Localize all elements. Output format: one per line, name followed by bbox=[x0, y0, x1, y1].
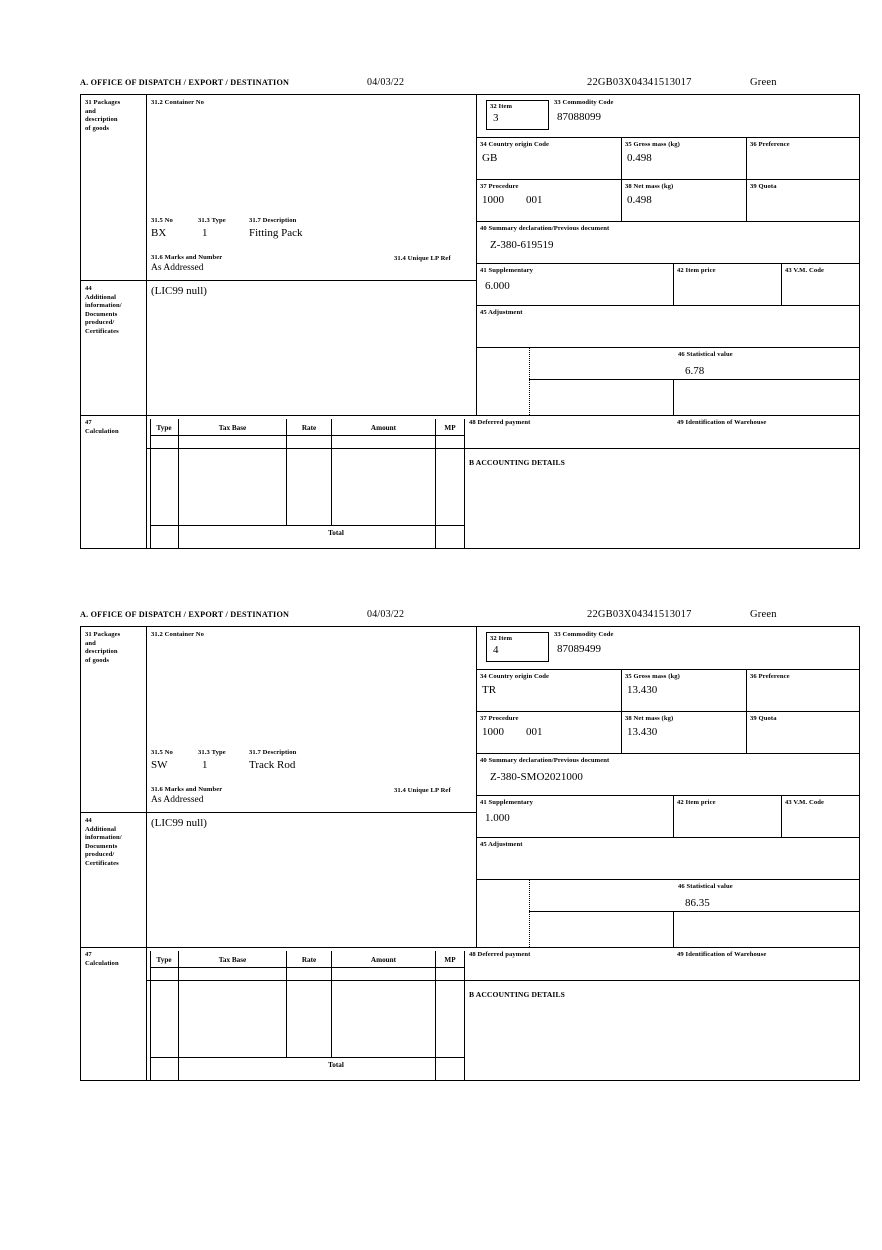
box31-5-no-label: 31.5 No bbox=[151, 749, 173, 756]
form-header bbox=[80, 610, 860, 626]
box47-col-mp: MP bbox=[444, 956, 456, 964]
box47-col-mp: MP bbox=[444, 424, 456, 432]
box37-label: 37 Procedure bbox=[480, 715, 519, 722]
box32-label: 32 Item bbox=[490, 103, 513, 110]
box31-3-type-value: 1 bbox=[202, 227, 208, 239]
box31-5-no-value: BX bbox=[151, 227, 167, 239]
box47-label: 47 Calculation bbox=[85, 419, 119, 435]
box34-value: GB bbox=[482, 152, 498, 164]
box44-value: (LIC99 null) bbox=[151, 285, 207, 297]
box43-label: 43 V.M. Code bbox=[785, 799, 825, 806]
box33-value: 87089499 bbox=[557, 643, 601, 655]
box31-3-type-label: 31.3 Type bbox=[198, 217, 226, 224]
box38-label: 38 Net mass (kg) bbox=[625, 183, 674, 190]
box31-7-description-value: Fitting Pack bbox=[249, 227, 303, 239]
lane-status: Green bbox=[750, 77, 777, 88]
box38-label: 38 Net mass (kg) bbox=[625, 715, 674, 722]
box46-value: 86.35 bbox=[685, 897, 710, 909]
box47-col-rate: Rate bbox=[301, 956, 317, 964]
box35-value: 0.498 bbox=[627, 152, 652, 164]
box31-label: 31 Packages and description of goods bbox=[85, 99, 121, 132]
box31-7-description-value: Track Rod bbox=[249, 759, 296, 771]
box31-label: 31 Packages and description of goods bbox=[85, 631, 121, 664]
box48-label: 48 Deferred payment bbox=[469, 419, 531, 426]
box31-4-unique-lp-label: 31.4 Unique LP Ref bbox=[394, 255, 451, 262]
box31-6-marks-label: 31.6 Marks and Number bbox=[151, 254, 223, 261]
box46-label: 46 Statistical value bbox=[678, 351, 733, 358]
box34-value: TR bbox=[482, 684, 497, 696]
box47-total-label: Total bbox=[328, 1061, 344, 1069]
box42-label: 42 Item price bbox=[677, 799, 716, 806]
box31-3-type-label: 31.3 Type bbox=[198, 749, 226, 756]
box47-col-tax-base: Tax Base bbox=[218, 956, 247, 964]
box31-4-unique-lp-label: 31.4 Unique LP Ref bbox=[394, 787, 451, 794]
box42-label: 42 Item price bbox=[677, 267, 716, 274]
box41-label: 41 Supplementary bbox=[480, 267, 534, 274]
declaration-date: 04/03/22 bbox=[367, 77, 405, 88]
box31-6-marks-value: As Addressed bbox=[151, 795, 204, 805]
box31-6-marks-label: 31.6 Marks and Number bbox=[151, 786, 223, 793]
box31-2-container-no-label: 31.2 Container No bbox=[151, 631, 205, 638]
mrn-number: 22GB03X04341513017 bbox=[587, 77, 692, 88]
box31-6-marks-value: As Addressed bbox=[151, 263, 204, 273]
box39-label: 39 Quota bbox=[750, 183, 777, 190]
declaration-box bbox=[80, 626, 860, 1081]
box44-value: (LIC99 null) bbox=[151, 817, 207, 829]
box46-label: 46 Statistical value bbox=[678, 883, 733, 890]
box47-col-amount: Amount bbox=[370, 956, 397, 964]
box45-label: 45 Adjustment bbox=[480, 309, 523, 316]
box38-value: 13.430 bbox=[627, 726, 658, 738]
boxB-label: B ACCOUNTING DETAILS bbox=[469, 990, 565, 999]
box32-value: 3 bbox=[493, 112, 499, 124]
box38-value: 0.498 bbox=[627, 194, 652, 206]
box49-label: 49 Identification of Warehouse bbox=[677, 951, 767, 958]
box39-label: 39 Quota bbox=[750, 715, 777, 722]
box41-value: 6.000 bbox=[485, 280, 510, 292]
box33-label: 33 Commodity Code bbox=[554, 631, 614, 638]
box34-label: 34 Country origin Code bbox=[480, 673, 550, 680]
box36-label: 36 Preference bbox=[750, 673, 790, 680]
box33-value: 87088099 bbox=[557, 111, 601, 123]
box40-value: Z-380-619519 bbox=[490, 239, 554, 251]
box31-3-type-value: 1 bbox=[202, 759, 208, 771]
box36-label: 36 Preference bbox=[750, 141, 790, 148]
box35-label: 35 Gross mass (kg) bbox=[625, 673, 680, 680]
box31-7-description-label: 31.7 Description bbox=[249, 749, 297, 756]
office-of-dispatch-label: A. OFFICE OF DISPATCH / EXPORT / DESTINATION bbox=[80, 610, 290, 619]
box47-col-type: Type bbox=[156, 956, 172, 964]
box47-total-label: Total bbox=[328, 529, 344, 537]
box47-col-tax-base: Tax Base bbox=[218, 424, 247, 432]
box33-label: 33 Commodity Code bbox=[554, 99, 614, 106]
declaration-box bbox=[80, 94, 860, 549]
box35-value: 13.430 bbox=[627, 684, 658, 696]
box37-label: 37 Procedure bbox=[480, 183, 519, 190]
office-of-dispatch-label: A. OFFICE OF DISPATCH / EXPORT / DESTINATION bbox=[80, 78, 290, 87]
boxB-label: B ACCOUNTING DETAILS bbox=[469, 458, 565, 467]
lane-status: Green bbox=[750, 609, 777, 620]
box41-value: 1.000 bbox=[485, 812, 510, 824]
box34-label: 34 Country origin Code bbox=[480, 141, 550, 148]
box47-col-type: Type bbox=[156, 424, 172, 432]
box37-value: 1000 001 bbox=[482, 194, 543, 206]
mrn-number: 22GB03X04341513017 bbox=[587, 609, 692, 620]
customs-declaration-form-2 bbox=[80, 610, 860, 1081]
box31-2-container-no-label: 31.2 Container No bbox=[151, 99, 205, 106]
box32-label: 32 Item bbox=[490, 635, 513, 642]
box40-label: 40 Summary declaration/Previous document bbox=[480, 225, 610, 232]
box35-label: 35 Gross mass (kg) bbox=[625, 141, 680, 148]
customs-declaration-form-1 bbox=[80, 78, 860, 549]
box47-col-rate: Rate bbox=[301, 424, 317, 432]
box44-label: 44 Additional information/ Documents produced/ Certificates bbox=[85, 817, 122, 867]
box40-value: Z-380-SMO2021000 bbox=[490, 771, 583, 783]
box44-label: 44 Additional information/ Documents produced/ Certificates bbox=[85, 285, 122, 335]
box46-value: 6.78 bbox=[685, 365, 705, 377]
box48-label: 48 Deferred payment bbox=[469, 951, 531, 958]
box47-col-amount: Amount bbox=[370, 424, 397, 432]
box40-label: 40 Summary declaration/Previous document bbox=[480, 757, 610, 764]
box31-5-no-label: 31.5 No bbox=[151, 217, 173, 224]
declaration-date: 04/03/22 bbox=[367, 609, 405, 620]
box43-label: 43 V.M. Code bbox=[785, 267, 825, 274]
box31-5-no-value: SW bbox=[151, 759, 168, 771]
box37-value: 1000 001 bbox=[482, 726, 543, 738]
box32-value: 4 bbox=[493, 644, 499, 656]
box41-label: 41 Supplementary bbox=[480, 799, 534, 806]
form-header bbox=[80, 78, 860, 94]
box49-label: 49 Identification of Warehouse bbox=[677, 419, 767, 426]
box45-label: 45 Adjustment bbox=[480, 841, 523, 848]
box47-label: 47 Calculation bbox=[85, 951, 119, 967]
box31-7-description-label: 31.7 Description bbox=[249, 217, 297, 224]
